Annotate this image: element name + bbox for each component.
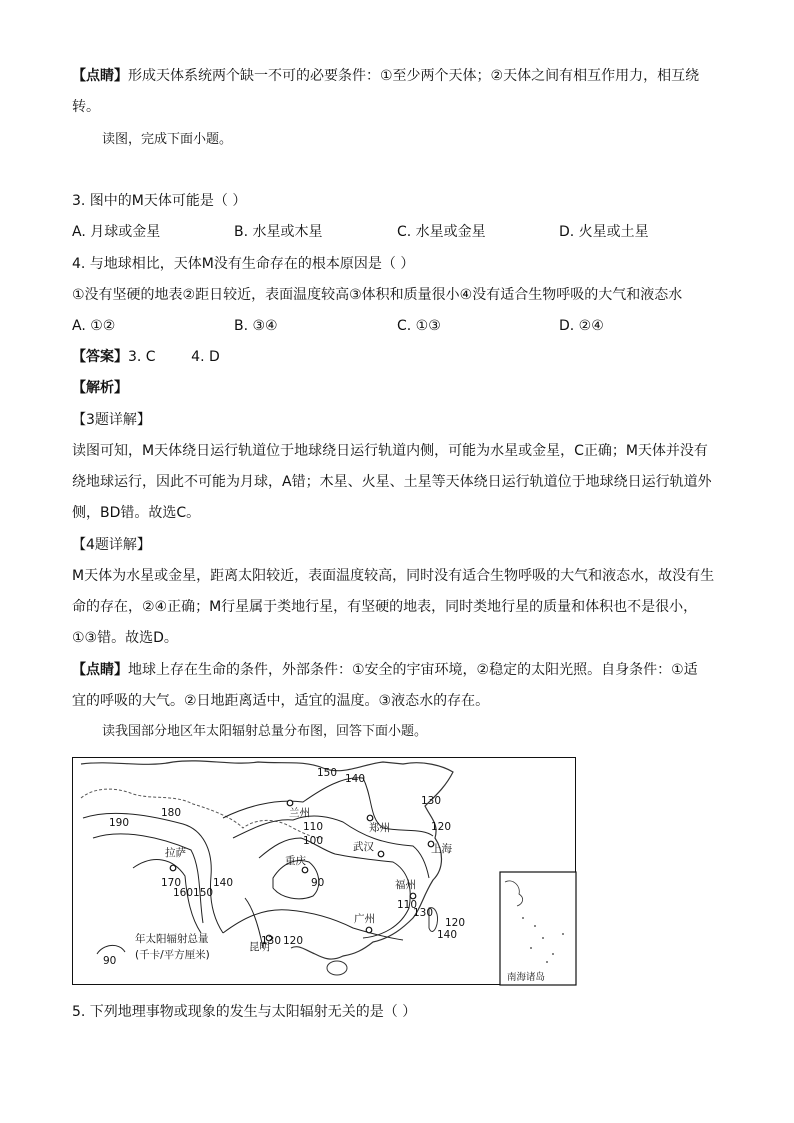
question-4-conditions: ①没有坚硬的地表②距日较近，表面温度较高③体积和质量很小④没有适合生物呼吸的大气和液态水 [72,287,683,303]
option-d[interactable]: D. 火星或土星 [559,224,649,240]
isoline-value: 90 [311,877,325,889]
island-dot [552,953,554,955]
isoline-value: 170 [161,877,182,889]
isoline-value: 130 [261,935,282,947]
solar-radiation-map [72,757,576,985]
dianjing-text: 形成天体系统两个缺一不可的必要条件：①至少两个天体；②天体之间有相互作用力，相互绕 [128,68,700,84]
q4-detail-line: 命的存在，②④正确；M行星属于类地行星，有坚硬的地表，同时类地行星的质量和体积也不是很小， [72,599,698,615]
dianjing-tag: 【点睛】 [72,662,128,678]
island-dot [546,961,548,963]
isoline [93,834,203,923]
analysis-tag: 【解析】 [72,380,128,396]
isoline-value: 160150 [173,887,214,899]
city-label: 上海 [431,843,452,855]
isoline-value: 120 [445,917,466,929]
city-label: 重庆 [285,855,306,867]
isoline-value: 130 [413,907,434,919]
legend-value: 90 [103,955,117,967]
isoline-value: 140 [345,773,366,785]
coastline [81,761,453,959]
isoline-value: 140 [437,929,458,941]
legend-isoline [97,945,125,954]
city-marker [170,865,176,871]
option-b[interactable]: B. ③④ [234,318,278,334]
island-dot [522,917,524,919]
q4-detail-line: ①③错。故选D。 [72,630,178,646]
q4-detail-line: M天体为水星或金星，距离太阳较近，表面温度较高，同时没有适合生物呼吸的大气和液态水，故没有生 [72,568,715,584]
question-5-stem: 5. 下列地理事物或现象的发生与太阳辐射无关的是（ ） [72,1004,417,1020]
isoline-value: 180 [161,807,182,819]
inset-label: 南海诸岛 [507,972,546,983]
isoline [223,778,433,836]
dianjing-line-1 [72,660,698,680]
isoline-value: 100 [303,835,324,847]
option-c[interactable]: C. 水星或金星 [397,224,486,240]
isoline [259,838,410,938]
island-dot [530,947,532,949]
city-label: 兰州 [289,807,310,819]
city-marker [302,867,308,873]
city-label: 拉萨 [165,847,186,859]
island-dot [562,933,564,935]
city-label: 广州 [354,913,375,925]
map-drawing [73,758,577,986]
city-label: 郑州 [369,822,390,834]
answer-text: 3. C 4. D [128,349,220,365]
question-3-stem: 3. 图中的M天体可能是（ ） [72,193,247,209]
city-label: 福州 [395,879,416,891]
option-c[interactable]: C. ①③ [397,318,441,334]
legend-unit: (千卡/平方厘米) [135,949,210,961]
dianjing-line-2: 转。 [72,99,100,115]
question-4-stem: 4. 与地球相比，天体M没有生命存在的根本原因是（ ） [72,256,415,272]
city-marker [367,815,373,821]
legend-title: 年太阳辐射总量 [135,933,209,945]
city-marker [378,851,384,857]
q3-detail-tag: 【3题详解】 [72,412,151,428]
option-d[interactable]: D. ②④ [559,318,604,334]
hainan-outline [327,961,347,975]
city-marker [287,800,293,806]
intro-text: 读我国部分地区年太阳辐射总量分布图，回答下面小题。 [102,724,428,739]
intro-text: 读图，完成下面小题。 [102,132,233,147]
city-marker [410,893,416,899]
isoline-value: 130 [421,795,442,807]
city-marker [366,927,372,933]
dianjing-tag: 【点睛】 [72,68,128,84]
option-b[interactable]: B. 水星或木星 [234,224,323,240]
answer-tag: 【答案】 [72,349,128,365]
city-label: 武汉 [353,841,374,853]
dianjing-line-1 [72,66,699,86]
island-dot [534,925,536,927]
inset-frame [500,872,576,985]
city-markers [170,800,434,941]
dianjing-line-2: 宜的呼吸的大气。②日地距离适中，适宜的温度。③液态水的存在。 [72,693,490,709]
option-a[interactable]: A. 月球或金星 [72,224,161,240]
isoline-value: 190 [109,817,130,829]
island-dot [542,937,544,939]
q3-detail-line: 绕地球运行，因此不可能为月球，A错；木星、火星、土星等天体绕日运行轨道位于地球绕日运行轨道外 [72,474,712,490]
dianjing-text: 地球上存在生命的条件，外部条件：①安全的宇宙环境，②稳定的太阳光照。自身条件：①适 [128,662,698,678]
q3-detail-line: 侧，BD错。故选C。 [72,505,201,521]
city-label: 昆明 [249,941,270,953]
answer-line [72,347,220,367]
isoline-value: 110 [397,899,418,911]
isoline-value: 150 [317,767,338,779]
q4-detail-tag: 【4题详解】 [72,537,151,553]
isoline-value: 120 [431,821,452,833]
isoline [233,816,429,878]
option-a[interactable]: A. ①② [72,318,116,334]
q3-detail-line: 读图可知，M天体绕日运行轨道位于地球绕日运行轨道内侧，可能为水星或金星，C正确；M天体并没有 [72,443,708,459]
isoline-value: 110 [303,821,324,833]
isoline-value: 140 [213,877,234,889]
isoline-value: 120 [283,935,304,947]
